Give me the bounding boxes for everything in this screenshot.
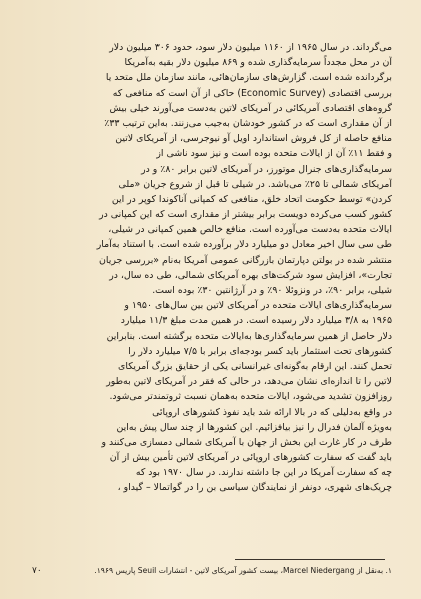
text-line: ۱۹۶۵ به ۳/۸ میلیارد دلار رسیده است. در همین مدت مبلغ ۱۱/۳ میلیارد (120, 315, 392, 327)
text-line: روزافزون تشدید می‌شود، ایالات متحده به‌همان نسبت ثروتمندتر می‌شود. (109, 391, 392, 403)
footnote: ۱. به‌نقل از Marcel Niedergang، بیست کشور آمریکای لاتین - انتشارات Seuil پاریس ۱۹۶۹. (94, 566, 392, 575)
page-footer (32, 563, 392, 579)
text-line: آمریکای شمالی تا ۲۵٪ می‌باشد. در شیلی تا قبل از شروع جریان «ملی (118, 178, 392, 190)
text-line: باید گفت که سفارت کشورهای اروپائی در آمریکای لاتین تأمین بیش از آن (109, 452, 392, 464)
text-line: چریک‌های شهری، دونفر از نمایندگان سیاسی بن را در گواتمالا – گیدا‌و ، (117, 482, 392, 494)
text-line: به‌ویژه آلمان فدرال را نیز بیافزائیم. این کشورها از چند سال پیش به‌این (116, 421, 392, 433)
body-text (32, 40, 392, 496)
text-line: می‌گرداند. در سال ۱۹۶۵ از ۱۱۶۰ میلیون دلار سود، حدود ۳۰۶ میلیون دلار (109, 42, 392, 53)
text-line: طرف در کار غارت این بخش از جهان با آمریکای شمالی دمسازی می‌کنند و (101, 436, 392, 448)
text-line: آن در محل مجدداً سرمایه‌گذاری شده و ۸۶۹ میلیون دلار بقیه به‌آمریکا (124, 57, 392, 69)
text-line: تجارت»، افزایش سود شرکت‌های بهره آمریکای شمالی، طی ده سال، در (109, 269, 392, 281)
text-line: چه که سفارت آمریکا در این جا داشته ندارند. در سال ۱۹۷۰ بود که (135, 467, 392, 479)
text-line: کردن» توسط حکومت اتحاد خلق، منافعی که کمپانی آناکوندا کوپر در این (111, 193, 392, 205)
text-line: منتشر شده در بولتن دپارتمان بازرگانی عمومی آمریکا به‌نام «بررسی جریان (99, 254, 392, 266)
text-line: لاتین را تا اندازه‌ای نشان می‌دهد، در حالی که فقر در آمریکای لاتین به‌طور (106, 376, 392, 388)
text-line: طی سی سال اخیر معادل دو میلیارد دلار برآورده شده است. با استناد به‌آمار (96, 239, 392, 251)
text-line: کشورهای تحت استثمار باید کسر بودجه‌ای برابر با ۷/۵ میلیارد دلار را (128, 345, 392, 357)
text-line: برگردانده شده است. گزارش‌های سازمان‌هائی، مانند سازمان ملل متحد یا (105, 72, 392, 84)
text-line: و فقط ۱۱٪ آن از ایالات متحده بوده است و نیز سود ناشی از (156, 148, 392, 160)
text-line: تحمل کنند. این ارقام به‌گونه‌ای غیرانسانی یکی از حقایق بزرگ آمریکای (118, 360, 392, 372)
text-line: ایالات متحده به‌دست می‌آورده است. منافع خالص همین کمپانی در شیلی، (108, 224, 392, 236)
text-line: منافع حاصله از کل فروش استاندارد اویل آو نیوجرسی، از آمریکای لاتین (115, 133, 392, 145)
text-line: گروه‌های اقتصادی آمریکائی در آمریکای لاتین به‌دست می‌آورند خیلی بیش (109, 102, 392, 114)
text-line: سرمایه‌گذاری‌های ایالات متحده در آمریکای لاتین بین سال‌های ۱۹۵۰ و (124, 300, 392, 312)
text-line: دلار حاصل از همین سرمایه‌گذاری‌ها به‌ایالات متحده برگشته است. بنابراین (106, 330, 392, 342)
text-line: در واقع به‌دلیلی که در بالا ارائه شد باید نفوذ کشورهای اروپائی (152, 406, 392, 418)
text-line: سرمایه‌گذاری‌های جنرال موتورز، در آمریکای لاتین برابر ۸۰٪ و در (141, 163, 392, 175)
footnote-divider (235, 559, 385, 560)
text-line: کشور کسب می‌کرده دویست برابر بیشتر از مقداری است که این کمپانی در (99, 209, 392, 221)
text-line: شیلی، برابر ۹۰٪، در ونزوئلا ۹۰٪ و در آرژانتین ۳۰٪ بوده است. (152, 285, 392, 296)
page-number: ۷۰ (32, 566, 42, 576)
text-line: بررسی اقتصادی (Economic Survey) حاکی از آن است که منافعی که (112, 87, 392, 99)
text-line: از آن مقداری است که در کشور خودشان به‌جیب می‌زنند. به‌این ترتیب ۳۳٪ (104, 117, 392, 129)
